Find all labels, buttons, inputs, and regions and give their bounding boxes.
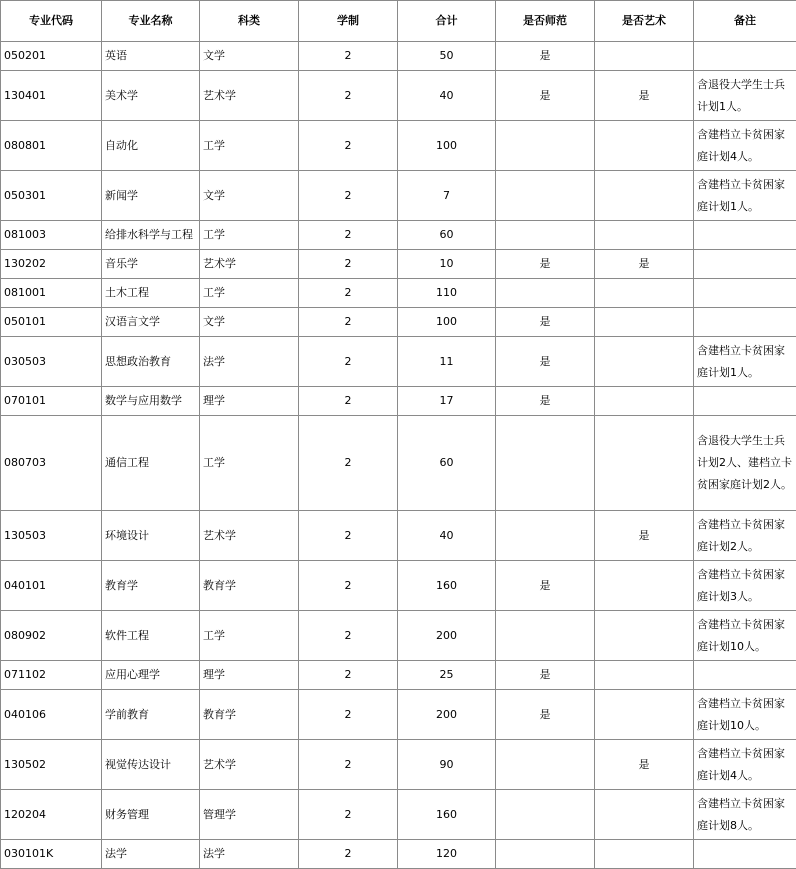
table-body xyxy=(1,42,796,869)
cell-note xyxy=(694,387,796,416)
cell-normal: 是 xyxy=(496,661,595,690)
cell-note: 含建档立卡贫困家庭计划10人。 xyxy=(694,611,796,661)
cell-code: 050101 xyxy=(1,308,102,337)
cell-note: 含退役大学生士兵计划2人、建档立卡贫困家庭计划2人。 xyxy=(694,416,796,511)
cell-category: 教育学 xyxy=(200,561,299,611)
cell-years: 2 xyxy=(299,740,398,790)
cell-total: 110 xyxy=(398,279,496,308)
cell-name: 教育学 xyxy=(102,561,200,611)
cell-category: 教育学 xyxy=(200,690,299,740)
cell-art: 是 xyxy=(595,740,694,790)
cell-art xyxy=(595,561,694,611)
cell-total: 120 xyxy=(398,840,496,869)
cell-total: 50 xyxy=(398,42,496,71)
cell-note: 含建档立卡贫困家庭计划1人。 xyxy=(694,171,796,221)
table-row xyxy=(1,279,796,308)
cell-note xyxy=(694,308,796,337)
cell-years: 2 xyxy=(299,790,398,840)
table-row xyxy=(1,661,796,690)
table-row xyxy=(1,416,796,511)
table-row xyxy=(1,790,796,840)
table-row xyxy=(1,337,796,387)
cell-years: 2 xyxy=(299,840,398,869)
cell-name: 土木工程 xyxy=(102,279,200,308)
header-note: 备注 xyxy=(694,1,796,42)
cell-name: 思想政治教育 xyxy=(102,337,200,387)
cell-art xyxy=(595,42,694,71)
cell-years: 2 xyxy=(299,690,398,740)
cell-total: 25 xyxy=(398,661,496,690)
cell-total: 40 xyxy=(398,71,496,121)
cell-code: 070101 xyxy=(1,387,102,416)
cell-note: 含建档立卡贫困家庭计划4人。 xyxy=(694,740,796,790)
cell-name: 数学与应用数学 xyxy=(102,387,200,416)
cell-category: 管理学 xyxy=(200,790,299,840)
cell-normal xyxy=(496,221,595,250)
cell-normal: 是 xyxy=(496,250,595,279)
table-row xyxy=(1,308,796,337)
cell-years: 2 xyxy=(299,511,398,561)
cell-category: 工学 xyxy=(200,279,299,308)
cell-total: 160 xyxy=(398,790,496,840)
cell-normal xyxy=(496,740,595,790)
cell-category: 理学 xyxy=(200,387,299,416)
cell-total: 100 xyxy=(398,308,496,337)
cell-name: 新闻学 xyxy=(102,171,200,221)
cell-category: 艺术学 xyxy=(200,511,299,561)
cell-total: 60 xyxy=(398,221,496,250)
cell-note: 含退役大学生士兵计划1人。 xyxy=(694,71,796,121)
cell-note xyxy=(694,279,796,308)
cell-total: 90 xyxy=(398,740,496,790)
cell-years: 2 xyxy=(299,250,398,279)
cell-years: 2 xyxy=(299,121,398,171)
cell-code: 030101K xyxy=(1,840,102,869)
cell-years: 2 xyxy=(299,221,398,250)
cell-art xyxy=(595,690,694,740)
cell-years: 2 xyxy=(299,337,398,387)
cell-art: 是 xyxy=(595,511,694,561)
cell-code: 080703 xyxy=(1,416,102,511)
cell-code: 130503 xyxy=(1,511,102,561)
cell-code: 030503 xyxy=(1,337,102,387)
cell-total: 60 xyxy=(398,416,496,511)
cell-total: 100 xyxy=(398,121,496,171)
table-row xyxy=(1,171,796,221)
cell-total: 7 xyxy=(398,171,496,221)
cell-category: 文学 xyxy=(200,42,299,71)
header-row xyxy=(1,1,796,42)
cell-code: 081001 xyxy=(1,279,102,308)
cell-art: 是 xyxy=(595,250,694,279)
cell-note: 含建档立卡贫困家庭计划3人。 xyxy=(694,561,796,611)
cell-code: 080801 xyxy=(1,121,102,171)
table-row xyxy=(1,740,796,790)
cell-normal xyxy=(496,416,595,511)
cell-art xyxy=(595,661,694,690)
cell-note: 含建档立卡贫困家庭计划10人。 xyxy=(694,690,796,740)
table-row xyxy=(1,387,796,416)
cell-code: 040101 xyxy=(1,561,102,611)
cell-art xyxy=(595,171,694,221)
cell-name: 学前教育 xyxy=(102,690,200,740)
cell-art xyxy=(595,790,694,840)
cell-normal: 是 xyxy=(496,561,595,611)
header-art: 是否艺术 xyxy=(595,1,694,42)
cell-name: 自动化 xyxy=(102,121,200,171)
cell-name: 法学 xyxy=(102,840,200,869)
cell-code: 040106 xyxy=(1,690,102,740)
cell-years: 2 xyxy=(299,71,398,121)
cell-art: 是 xyxy=(595,71,694,121)
cell-code: 081003 xyxy=(1,221,102,250)
cell-normal: 是 xyxy=(496,690,595,740)
cell-code: 050301 xyxy=(1,171,102,221)
cell-art xyxy=(595,337,694,387)
cell-name: 汉语言文学 xyxy=(102,308,200,337)
cell-normal xyxy=(496,121,595,171)
cell-normal: 是 xyxy=(496,337,595,387)
cell-note: 含建档立卡贫困家庭计划8人。 xyxy=(694,790,796,840)
cell-name: 软件工程 xyxy=(102,611,200,661)
cell-note: 含建档立卡贫困家庭计划4人。 xyxy=(694,121,796,171)
cell-art xyxy=(595,387,694,416)
cell-name: 音乐学 xyxy=(102,250,200,279)
table-row xyxy=(1,121,796,171)
cell-normal xyxy=(496,611,595,661)
cell-total: 200 xyxy=(398,690,496,740)
cell-code: 130401 xyxy=(1,71,102,121)
cell-category: 工学 xyxy=(200,121,299,171)
cell-normal: 是 xyxy=(496,42,595,71)
cell-art xyxy=(595,279,694,308)
cell-normal xyxy=(496,279,595,308)
table-row xyxy=(1,611,796,661)
cell-name: 通信工程 xyxy=(102,416,200,511)
cell-category: 法学 xyxy=(200,840,299,869)
cell-category: 工学 xyxy=(200,221,299,250)
cell-years: 2 xyxy=(299,611,398,661)
header-total: 合计 xyxy=(398,1,496,42)
cell-art xyxy=(595,611,694,661)
table-row xyxy=(1,250,796,279)
cell-note xyxy=(694,221,796,250)
cell-note: 含建档立卡贫困家庭计划2人。 xyxy=(694,511,796,561)
cell-years: 2 xyxy=(299,279,398,308)
table-row xyxy=(1,221,796,250)
cell-category: 艺术学 xyxy=(200,250,299,279)
table-row xyxy=(1,840,796,869)
cell-note: 含建档立卡贫困家庭计划1人。 xyxy=(694,337,796,387)
cell-years: 2 xyxy=(299,171,398,221)
cell-category: 文学 xyxy=(200,171,299,221)
cell-category: 法学 xyxy=(200,337,299,387)
cell-total: 10 xyxy=(398,250,496,279)
cell-name: 给排水科学与工程 xyxy=(102,221,200,250)
cell-category: 理学 xyxy=(200,661,299,690)
cell-name: 应用心理学 xyxy=(102,661,200,690)
table-row xyxy=(1,42,796,71)
cell-name: 财务管理 xyxy=(102,790,200,840)
cell-total: 160 xyxy=(398,561,496,611)
cell-category: 工学 xyxy=(200,416,299,511)
cell-years: 2 xyxy=(299,387,398,416)
header-normal: 是否师范 xyxy=(496,1,595,42)
cell-note xyxy=(694,661,796,690)
cell-years: 2 xyxy=(299,416,398,511)
table-row xyxy=(1,690,796,740)
cell-art xyxy=(595,416,694,511)
cell-normal: 是 xyxy=(496,387,595,416)
header-years: 学制 xyxy=(299,1,398,42)
table-row xyxy=(1,511,796,561)
table-row xyxy=(1,561,796,611)
cell-code: 080902 xyxy=(1,611,102,661)
cell-normal xyxy=(496,790,595,840)
cell-code: 071102 xyxy=(1,661,102,690)
cell-art xyxy=(595,308,694,337)
cell-name: 英语 xyxy=(102,42,200,71)
cell-years: 2 xyxy=(299,561,398,611)
cell-art xyxy=(595,121,694,171)
cell-years: 2 xyxy=(299,42,398,71)
header-code: 专业代码 xyxy=(1,1,102,42)
cell-normal xyxy=(496,840,595,869)
cell-name: 环境设计 xyxy=(102,511,200,561)
table-row xyxy=(1,71,796,121)
cell-code: 130202 xyxy=(1,250,102,279)
cell-category: 艺术学 xyxy=(200,740,299,790)
cell-code: 120204 xyxy=(1,790,102,840)
cell-category: 工学 xyxy=(200,611,299,661)
cell-normal: 是 xyxy=(496,308,595,337)
cell-total: 40 xyxy=(398,511,496,561)
cell-name: 美术学 xyxy=(102,71,200,121)
cell-normal: 是 xyxy=(496,71,595,121)
cell-code: 050201 xyxy=(1,42,102,71)
cell-name: 视觉传达设计 xyxy=(102,740,200,790)
cell-note xyxy=(694,840,796,869)
cell-normal xyxy=(496,511,595,561)
cell-art xyxy=(595,221,694,250)
cell-note xyxy=(694,42,796,71)
cell-years: 2 xyxy=(299,661,398,690)
header-name: 专业名称 xyxy=(102,1,200,42)
cell-category: 艺术学 xyxy=(200,71,299,121)
cell-art xyxy=(595,840,694,869)
cell-total: 11 xyxy=(398,337,496,387)
cell-years: 2 xyxy=(299,308,398,337)
cell-note xyxy=(694,250,796,279)
header-category: 科类 xyxy=(200,1,299,42)
cell-category: 文学 xyxy=(200,308,299,337)
cell-code: 130502 xyxy=(1,740,102,790)
cell-total: 17 xyxy=(398,387,496,416)
cell-total: 200 xyxy=(398,611,496,661)
cell-normal xyxy=(496,171,595,221)
